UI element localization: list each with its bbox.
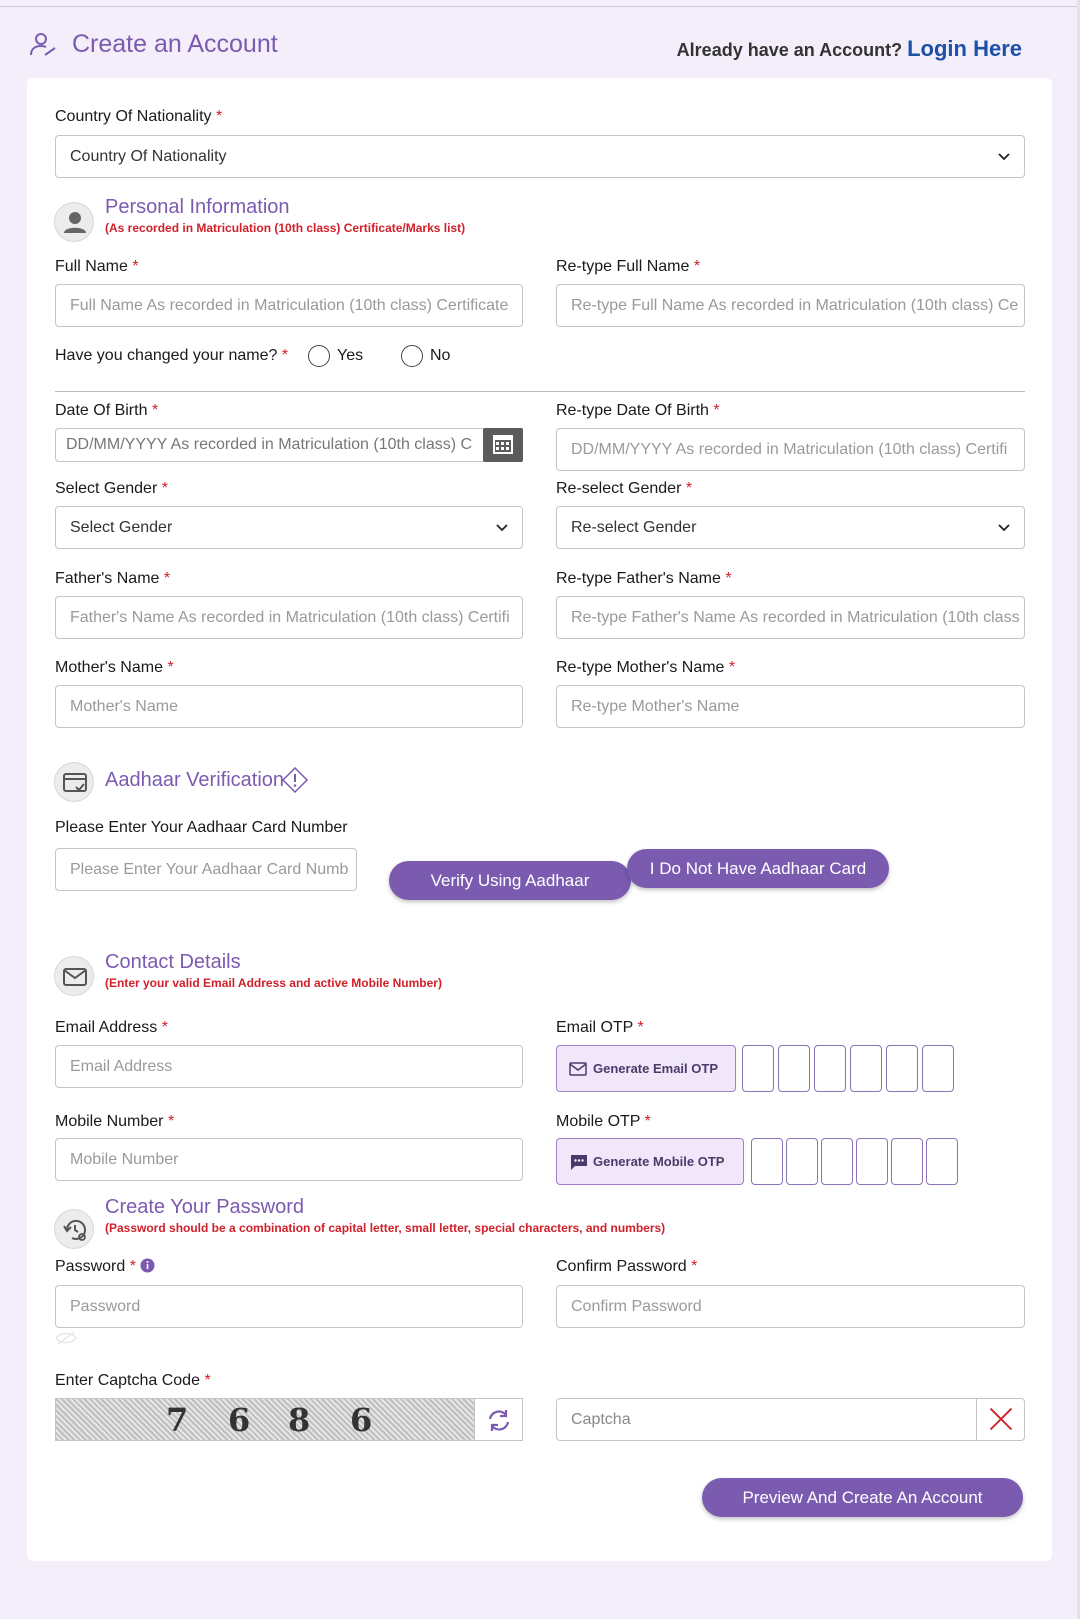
email-otp-digit-1[interactable] <box>742 1045 774 1092</box>
aadhaar-input-label: Please Enter Your Aadhaar Card Number <box>55 819 348 836</box>
calendar-icon[interactable] <box>483 428 523 462</box>
password-reset-icon <box>54 1209 94 1249</box>
contact-title: Contact Details <box>105 951 241 973</box>
captcha-digit-2: 6 <box>228 1401 251 1439</box>
dob-placeholder: DD/MM/YYYY As recorded in Matriculation (10th class) C <box>66 436 473 453</box>
nationality-select[interactable] <box>55 135 1025 178</box>
password-title: Create Your Password <box>105 1196 305 1218</box>
mobile-input[interactable]: Mobile Number <box>55 1138 523 1181</box>
email-otp-label: Email OTP * <box>556 1019 644 1036</box>
section-divider <box>55 391 1025 392</box>
dob-label: Date Of Birth * <box>55 402 159 419</box>
dob-input[interactable] <box>55 428 523 462</box>
page-title: Create an Account <box>72 30 278 58</box>
captcha-image <box>55 1398 475 1441</box>
aadhaar-title: Aadhaar Verification <box>105 769 285 791</box>
nationality-label: Country Of Nationality * <box>55 108 223 125</box>
generate-mobile-otp-button[interactable] <box>556 1138 744 1185</box>
remother-label: Re-type Mother's Name * <box>556 659 736 676</box>
retype-dob-label: Re-type Date Of Birth * <box>556 402 720 419</box>
registration-card <box>27 78 1052 1561</box>
person-icon <box>54 202 94 242</box>
already-account-text <box>677 36 1022 62</box>
father-label: Father's Name * <box>55 570 171 587</box>
email-otp-digit-4[interactable] <box>850 1045 882 1092</box>
no-aadhaar-button[interactable]: I Do Not Have Aadhaar Card <box>627 849 889 888</box>
mobile-otp-digit-4[interactable] <box>856 1138 888 1185</box>
chevron-down-icon <box>496 522 508 534</box>
gender-label: Select Gender * <box>55 480 168 497</box>
refresh-captcha-button[interactable] <box>475 1398 523 1441</box>
mail-icon <box>54 956 94 996</box>
refresh-icon <box>475 1399 523 1442</box>
mother-label: Mother's Name * <box>55 659 174 676</box>
captcha-digit-4: 6 <box>350 1401 373 1439</box>
mobile-otp-label: Mobile OTP * <box>556 1113 651 1130</box>
refather-label: Re-type Father's Name * <box>556 570 732 587</box>
changed-name-label: Have you changed your name? * <box>55 347 289 364</box>
mail-send-icon <box>569 1061 589 1077</box>
login-link[interactable]: Login Here <box>907 36 1022 61</box>
gender-selected: Select Gender <box>70 519 173 536</box>
message-icon <box>570 1154 588 1171</box>
mobile-otp-digit-3[interactable] <box>821 1138 853 1185</box>
generate-email-otp-label: Generate Email OTP <box>593 1061 718 1076</box>
personal-info-note: (As recorded in Matriculation (10th class) Certificate/Marks list) <box>105 221 466 235</box>
email-label: Email Address * <box>55 1019 168 1036</box>
card-check-icon <box>54 762 94 802</box>
radio-no-label: No <box>430 347 451 364</box>
full-name-input[interactable]: Full Name As recorded in Matriculation (10th class) Certificate <box>55 284 523 327</box>
mobile-otp-digit-1[interactable] <box>751 1138 783 1185</box>
info-diamond-icon[interactable] <box>281 766 309 794</box>
info-icon[interactable] <box>140 1258 155 1273</box>
captcha-input[interactable] <box>556 1398 1025 1441</box>
chevron-down-icon <box>998 151 1010 163</box>
already-account-label: Already have an Account? <box>676 40 903 60</box>
retype-full-name-label: Re-type Full Name * <box>556 258 701 275</box>
regender-label: Re-select Gender * <box>556 480 693 497</box>
password-label: Password * <box>55 1258 155 1276</box>
retype-full-name-input[interactable]: Re-type Full Name As recorded in Matriculation (10th class) Ce <box>556 284 1025 327</box>
close-icon <box>977 1399 1025 1440</box>
captcha-label: Enter Captcha Code * <box>55 1372 211 1389</box>
refather-input[interactable]: Re-type Father's Name As recorded in Matriculation (10th class <box>556 596 1025 639</box>
aadhaar-input[interactable]: Please Enter Your Aadhaar Card Numb <box>55 848 357 891</box>
clear-captcha-button[interactable] <box>976 1399 1024 1441</box>
radio-yes-label: Yes <box>337 347 364 364</box>
page-header <box>28 28 1052 68</box>
full-name-label: Full Name * <box>55 258 139 275</box>
radio-yes[interactable] <box>308 345 330 367</box>
email-otp-digit-6[interactable] <box>922 1045 954 1092</box>
top-border <box>0 6 1080 7</box>
captcha-input-placeholder: Captcha <box>571 1411 631 1428</box>
chevron-down-icon <box>998 522 1010 534</box>
remother-input[interactable]: Re-type Mother's Name <box>556 685 1025 728</box>
captcha-digit-1: 7 <box>166 1401 189 1439</box>
captcha-digit-3: 8 <box>288 1401 311 1439</box>
eye-off-icon[interactable] <box>55 1331 77 1345</box>
radio-no[interactable] <box>401 345 423 367</box>
personal-info-title: Personal Information <box>105 196 290 218</box>
user-edit-icon <box>28 30 58 60</box>
email-otp-digit-2[interactable] <box>778 1045 810 1092</box>
regender-select[interactable] <box>556 506 1025 549</box>
gender-select[interactable] <box>55 506 523 549</box>
contact-note: (Enter your valid Email Address and active Mobile Number) <box>105 976 442 990</box>
mobile-otp-digit-6[interactable] <box>926 1138 958 1185</box>
mobile-label: Mobile Number * <box>55 1113 175 1130</box>
password-input[interactable]: Password <box>55 1285 523 1328</box>
email-otp-digit-5[interactable] <box>886 1045 918 1092</box>
mobile-otp-digit-2[interactable] <box>786 1138 818 1185</box>
father-input[interactable]: Father's Name As recorded in Matriculation (10th class) Certifi <box>55 596 523 639</box>
preview-create-account-button[interactable]: Preview And Create An Account <box>702 1478 1023 1517</box>
generate-mobile-otp-label: Generate Mobile OTP <box>593 1154 725 1169</box>
password-note: (Password should be a combination of capital letter, small letter, special characters, and numbers) <box>105 1221 666 1235</box>
email-otp-digit-3[interactable] <box>814 1045 846 1092</box>
retype-dob-input[interactable]: DD/MM/YYYY As recorded in Matriculation (10th class) Certifi <box>556 428 1025 471</box>
generate-email-otp-button[interactable] <box>556 1045 736 1092</box>
confirm-password-input[interactable]: Confirm Password <box>556 1285 1025 1328</box>
mobile-otp-digit-5[interactable] <box>891 1138 923 1185</box>
email-input[interactable]: Email Address <box>55 1045 523 1088</box>
confirm-password-label: Confirm Password * <box>556 1258 698 1275</box>
regender-selected: Re-select Gender <box>571 519 697 536</box>
verify-aadhaar-button[interactable]: Verify Using Aadhaar <box>389 861 631 900</box>
mother-input[interactable]: Mother's Name <box>55 685 523 728</box>
nationality-selected: Country Of Nationality <box>70 148 227 165</box>
